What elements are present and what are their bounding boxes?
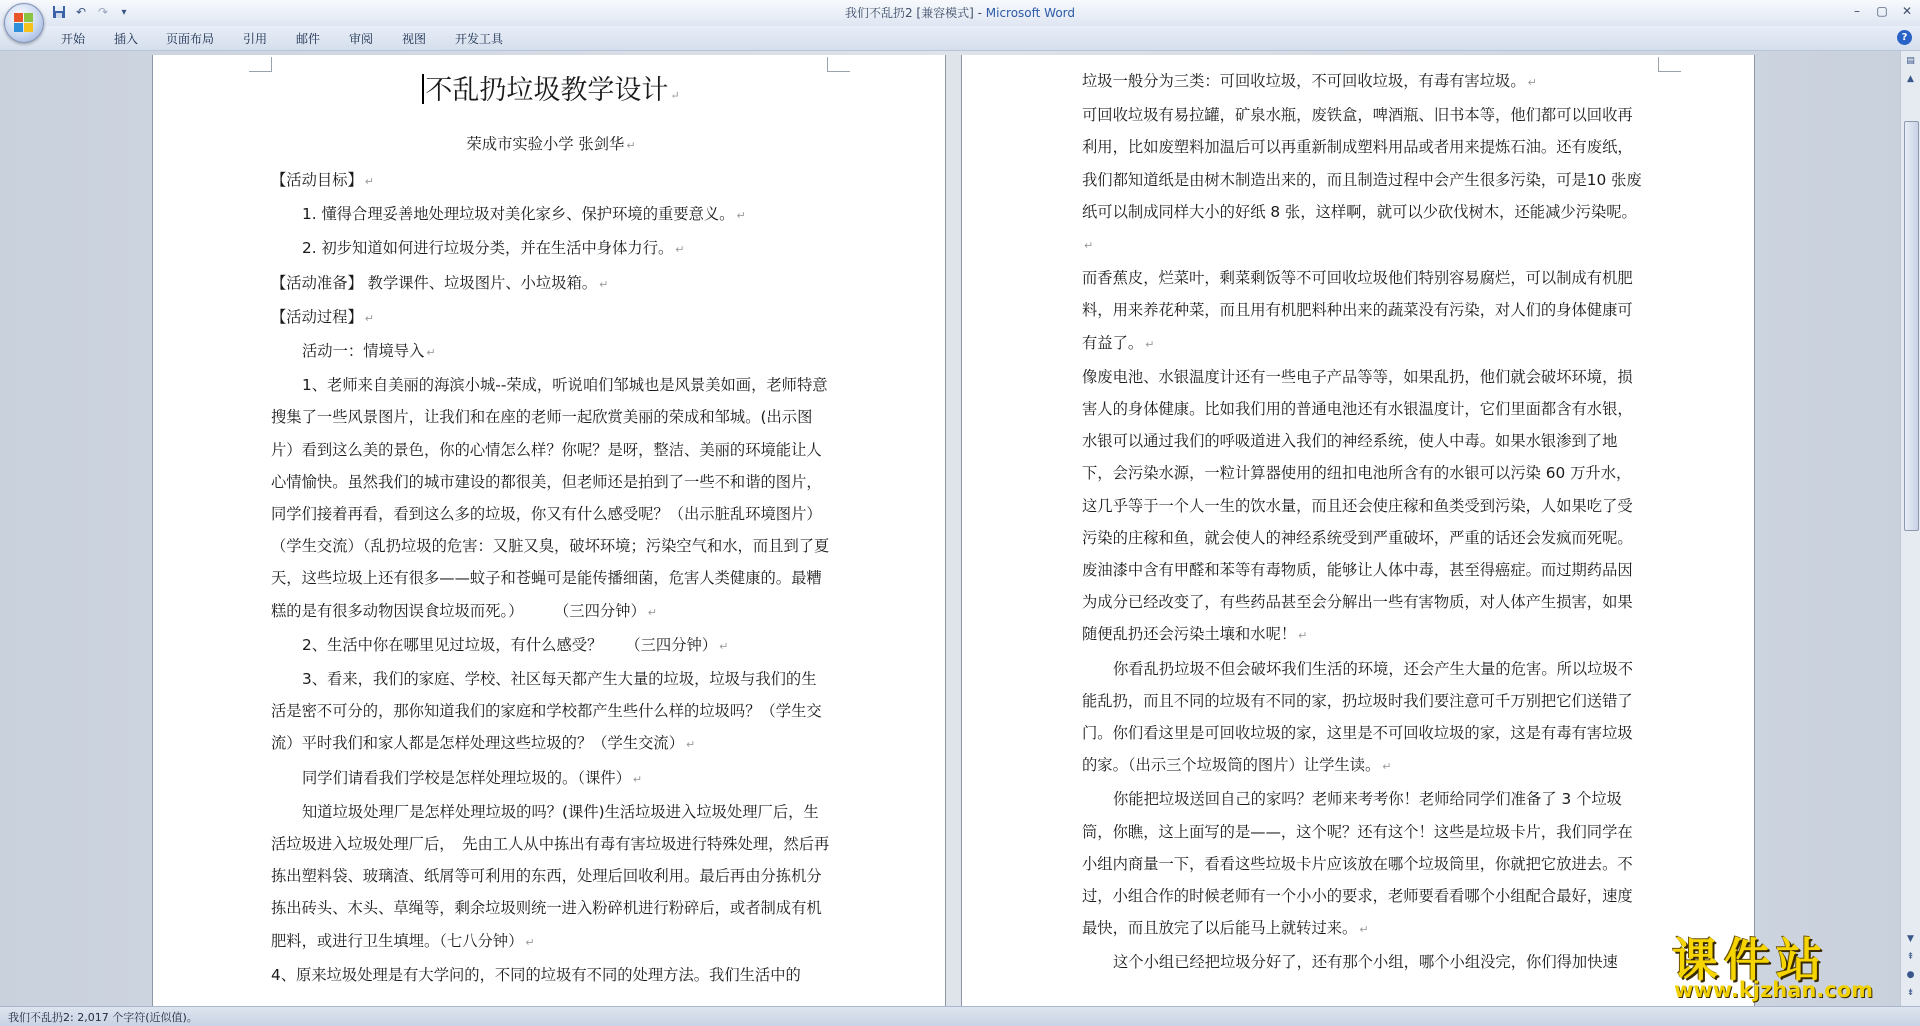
paragraph-mark: ↵ <box>599 277 609 291</box>
redo-icon[interactable]: ↷ <box>97 5 109 19</box>
paragraph-text: 像废电池、水银温度计还有一些电子产品等等，如果乱扔，他们就会破坏环境，损害人的身体健康。比如我们用的普通电池还有水银温度计，它们里面都含有水银，水银可以通过我们的呼吸道进入我们的神经系统，使人中毒。如果水银渗到了地下，会污染水源，一粒计算器使用的纽扣电池所含有的水银可以污染 60 万升水，这几乎等于一个人一生的饮水量，而且还会使庄稼和鱼类受到污染，人如果吃了受污染的庄稼和鱼，就会使人的神经系统受到严重破坏，严重的话还会发疯而死呢。废油漆中含有甲醛和苯等有毒物质，能够让人体中毒，甚至得癌症。而过期药品因为成分已经改变了，有些药品甚至会分解出一些有害物质，对人体产生损害，如果随便乱扔还会污染土壤和水呢！ <box>1082 367 1633 644</box>
document-title-text: 不乱扔垃圾教学设计 <box>425 75 669 106</box>
paragraph-mark: ↵ <box>426 346 436 360</box>
minimize-button[interactable]: – <box>1854 4 1860 18</box>
paragraph-text: 2、生活中你在哪里见过垃圾，有什么感受？ （三四分钟） <box>302 635 718 654</box>
ribbon-tabs <box>0 26 1920 51</box>
paragraph-mark: ↵ <box>670 89 680 102</box>
tab-developer[interactable]: 开发工具 <box>455 32 504 46</box>
page-right[interactable] <box>962 55 1754 1006</box>
paragraph-text: 2. 初步知道如何进行垃圾分类，并在生活中身体力行。 <box>302 239 674 258</box>
title-separator: - <box>973 6 986 20</box>
right-page-content <box>1082 65 1642 979</box>
scroll-down-icon[interactable]: ▼ <box>1907 934 1914 944</box>
paragraph-text: 3、看来，我们的家庭、学校、社区每天都产生大量的垃圾，垃圾与我们的生活是密不可分的，那你知道我们的家庭和学校都产生些什么样的垃圾吗？（学生交流）平时我们和家人都是怎样处理这些垃圾的？（学生交流） <box>271 670 822 753</box>
undo-icon[interactable]: ↶ <box>75 5 87 19</box>
paragraph-text: 1. 懂得合理妥善地处理垃圾对美化家乡、保护环境的重要意义。 <box>302 205 735 224</box>
document-author-text: 荣成市实验小学 张剑华 <box>466 135 625 153</box>
tab-mailings[interactable]: 邮件 <box>296 32 321 46</box>
paragraph <box>271 164 831 198</box>
customize-quick-access-icon[interactable]: ▾ <box>121 6 127 18</box>
paragraph <box>1082 946 1642 978</box>
tab-review[interactable]: 审阅 <box>349 32 374 46</box>
paragraph <box>271 232 831 266</box>
paragraph <box>1082 99 1642 262</box>
select-browse-object-icon[interactable]: ● <box>1906 970 1915 980</box>
paragraph-text: 【活动目标】 <box>271 171 363 189</box>
document-name: 我们不乱扔2 [兼容模式] <box>844 6 974 20</box>
paragraph-text: 活动一：情境导入 <box>302 342 425 361</box>
paragraph-text: 垃圾一般分为三类：可回收垃圾，不可回收垃圾，有毒有害垃圾。 <box>1082 72 1526 90</box>
paragraph-text: 可回收垃圾有易拉罐，矿泉水瓶，废铁盒，啤酒瓶、旧书本等，他们都可以回收再利用，比如废塑料加温后可以再重新制成塑料用品或者用来提炼石油。还有废纸，我们都知道纸是由树木制造出来的，而且制造过程中会产生很多污染，可是10 张废纸可以制成同样大小的好纸 8 张，这样啊，就可以少砍伐树木，还能减少污染呢。 <box>1082 106 1642 221</box>
scroll-up-icon[interactable]: ▲ <box>1907 74 1914 84</box>
paragraph <box>271 198 831 232</box>
paragraph-text: 而香蕉皮，烂菜叶，剩菜剩饭等不可回收垃圾他们特别容易腐烂，可以制成有机肥料，用来养花种菜，而且用有机肥料种出来的蔬菜没有污染，对人们的身体健康可有益了。 <box>1082 269 1633 352</box>
paragraph <box>1082 65 1642 99</box>
help-icon[interactable]: ? <box>1897 30 1912 45</box>
paragraph-mark: ↵ <box>1382 760 1392 774</box>
margin-corner-mark <box>1658 57 1681 72</box>
paragraph-text: 这个小组已经把垃圾分好了，还有那个小组，哪个小组没完，你们得加快速 <box>1113 953 1618 972</box>
window-title <box>0 4 1920 21</box>
scroll-thumb[interactable] <box>1904 121 1919 531</box>
previous-page-icon[interactable]: ⇞ <box>1906 952 1915 962</box>
tab-insert[interactable]: 插入 <box>114 32 139 46</box>
paragraph <box>271 369 831 629</box>
page-left[interactable] <box>153 55 945 1006</box>
paragraph-mark: ↵ <box>626 139 636 152</box>
paragraph-text: 知道垃圾处理厂是怎样处理垃圾的吗？(课件)生活垃圾进入垃圾处理厂后，生活垃圾进入垃圾处理厂后， 先由工人从中拣出有毒有害垃圾进行特殊处理，然后再拣出塑料袋、玻璃渣、纸屑等可利用的东西，处理后回收利用。最后再由分拣机分拣出砖头、木头、草绳等，剩余垃圾则统一进入粉碎机进行粉碎后，或者制成有机肥料，或进行卫生填埋。（七八分钟） <box>271 802 830 950</box>
paragraph-text: 1、老师来自美丽的海滨小城--荣成，听说咱们邹城也是风景美如画，老师特意搜集了一些风景图片，让我们和在座的老师一起欣赏美丽的荣成和邹城。(出示图片）看到这么美的景色，你的心情怎么样？你呢？是呀，整洁、美丽的环境能让人心情愉快。虽然我们的城市建设的都很美，但老师还是拍到了一些不和谐的图片，同学们接着再看，看到这么多的垃圾，你又有什么感受呢？（出示脏乱环境图片）（学生交流）（乱扔垃圾的危害：又脏又臭，破坏环境；污染空气和水，而且到了夏天，这些垃圾上还有很多——蚊子和苍蝇可是能传播细菌，危害人类健康的。最糟糕的是有很多动物因误食垃圾而死。） （三四分钟） <box>271 376 830 620</box>
paragraph-mark: ↵ <box>1084 239 1094 253</box>
paragraph-mark: ↵ <box>1145 337 1155 351</box>
paragraph <box>271 663 831 762</box>
paragraph-mark: ↵ <box>525 935 535 949</box>
paragraph-text: 同学们请看我们学校是怎样处理垃圾的。（课件） <box>302 768 631 787</box>
watermark <box>1660 924 1900 1006</box>
office-logo-icon <box>14 13 34 33</box>
paragraph <box>1082 653 1642 784</box>
left-page-content <box>271 65 831 991</box>
paragraph <box>271 629 831 663</box>
paragraph <box>1082 262 1642 361</box>
document-author <box>271 126 831 164</box>
vertical-scrollbar[interactable] <box>1900 51 1920 1006</box>
paragraph-mark: ↵ <box>632 772 643 786</box>
paragraph-mark: ↵ <box>686 738 696 752</box>
paragraph-mark: ↵ <box>675 243 685 257</box>
paragraph-mark: ↵ <box>364 175 375 188</box>
paragraph <box>1082 783 1642 946</box>
paragraph-text: 你看乱扔垃圾不但会破坏我们生活的环境，还会产生大量的危害。所以垃圾不能乱扔，而且不同的垃圾有不同的家，扔垃圾时我们要注意可千万别把它们送错了门。你们看这里是可回收垃圾的家，这里是不可回收垃圾的家，这是有毒有害垃圾的家。（出示三个垃圾筒的图片）让学生读。 <box>1082 659 1634 775</box>
paragraph <box>271 959 831 991</box>
watermark-url: www.kjzhan.com <box>1674 978 1874 1002</box>
paragraph-mark: ↵ <box>1527 76 1537 89</box>
paragraph-text: 【活动准备】 教学课件、垃圾图片、小垃圾箱。 <box>271 273 598 292</box>
paragraph <box>271 267 831 301</box>
next-page-icon[interactable]: ⇟ <box>1906 988 1915 998</box>
paragraph-text: 4、原来垃圾处理是有大学问的，不同的垃圾有不同的处理方法。我们生活中的 <box>271 965 801 984</box>
close-button[interactable]: ✕ <box>1901 4 1913 18</box>
paragraph-text: 【活动过程】 <box>271 307 363 326</box>
paragraph <box>271 335 831 369</box>
tab-page-layout[interactable]: 页面布局 <box>166 32 215 46</box>
tab-references[interactable]: 引用 <box>243 32 268 46</box>
office-button[interactable] <box>4 3 44 43</box>
title-bar <box>0 0 1920 26</box>
paragraph <box>271 796 831 959</box>
word-count-status[interactable]: 我们不乱扔2: 2,017 个字符(近似值)。 <box>8 1011 198 1024</box>
app-name: Microsoft Word <box>985 6 1076 20</box>
margin-corner-mark <box>249 57 272 72</box>
paragraph <box>271 301 831 335</box>
tab-view[interactable]: 视图 <box>402 32 427 46</box>
paragraph <box>271 762 831 796</box>
paragraph <box>1082 361 1642 653</box>
tab-home[interactable]: 开始 <box>61 32 86 46</box>
paragraph-mark: ↵ <box>736 209 746 223</box>
paragraph-mark: ↵ <box>364 311 375 325</box>
maximize-button[interactable]: ▢ <box>1876 4 1888 18</box>
watermark-logo: 课件站 <box>1672 933 1828 987</box>
paragraph-mark: ↵ <box>647 605 657 619</box>
paragraph-mark: ↵ <box>719 639 729 653</box>
document-title <box>271 71 831 116</box>
paragraph-mark: ↵ <box>1298 629 1308 643</box>
document-area <box>0 51 1900 1006</box>
paragraph-text: 你能把垃圾送回自己的家吗？老师来考考你！老师给同学们准备了 3 个垃圾筒，你瞧，这上面写的是——，这个呢？还有这个！这些是垃圾卡片，我们同学在小组内商量一下，看看这些垃圾卡片应该放在哪个垃圾筒里，你就把它放进去。不过，小组合作的时候老师有一个小小的要求，老师要看看哪个小组配合最好，速度最快，而且放完了以后能马上就转过来。 <box>1082 790 1633 938</box>
paragraph-mark: ↵ <box>1359 923 1369 937</box>
ruler-toggle-icon[interactable]: ▤ <box>1906 56 1915 66</box>
status-bar <box>0 1006 1920 1026</box>
